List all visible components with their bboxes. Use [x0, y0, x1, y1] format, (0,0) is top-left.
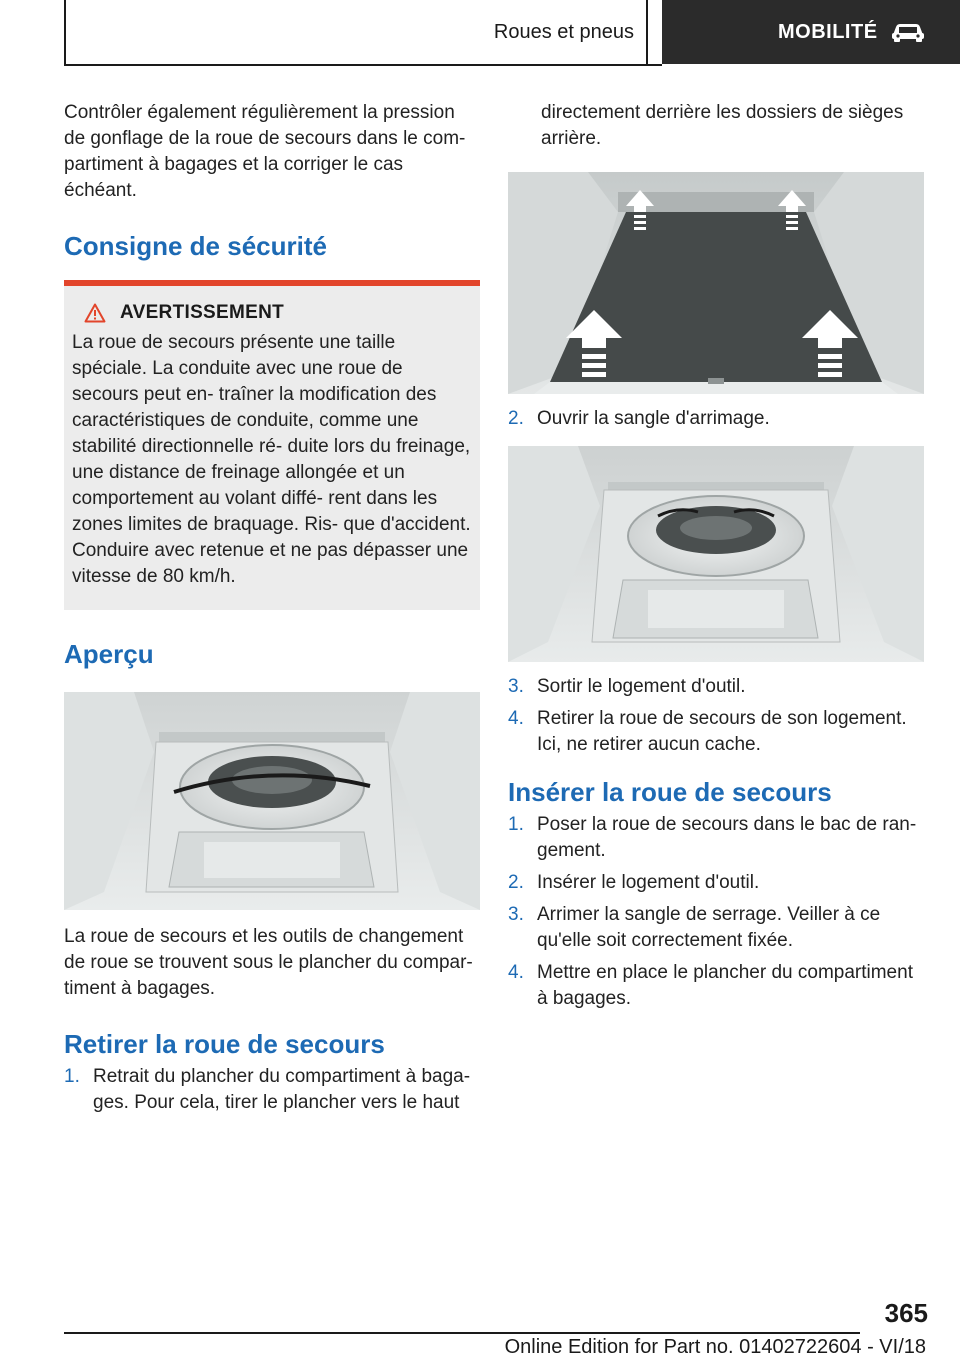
overview-paragraph: La roue de secours et les outils de changement de roue se trouvent sous le plancher du compar‐ timent à bagages.: [64, 926, 473, 999]
warning-text: La roue de secours présente une taille spéciale. La conduite avec une roue de secours peut en‐ traîner la modification des caractéristiques de conduite, comme une stabilité directionnelle ré‐ duite lors du freinage, une distance de freinage allongée et un comportement au volant diffé‐ rent dans les zones limites de braquage. Ris‐ que d'accident. Conduire avec retenue et ne pas dépasser une vitesse de 80 km/h.: [72, 332, 471, 587]
list-item: [508, 706, 924, 758]
step-text: Poser la roue de secours dans le bac de ran‐ gement.: [537, 814, 917, 861]
list-item: [508, 674, 924, 700]
footer-edition: Online Edition for Part no. 01402722604 - VI/18: [504, 1336, 926, 1358]
warning-box: [64, 280, 480, 610]
step-text: Sortir le logement d'outil.: [537, 676, 746, 697]
overview-heading: Aperçu: [64, 639, 154, 669]
step-number: 1.: [508, 814, 524, 835]
trunk-spare-wheel-illustration: [64, 692, 480, 910]
page-number: 365: [884, 1298, 928, 1328]
left-column: [64, 100, 480, 1122]
footer-rule: [64, 1332, 860, 1334]
step-number: 3.: [508, 676, 524, 697]
step-number: 4.: [508, 962, 524, 983]
safety-heading: Consigne de sécurité: [64, 231, 327, 261]
intro-paragraph: Contrôler également régulièrement la pression de gonflage de la roue de secours dans le com‐ partiment à bagages et la corriger le cas échéant.: [64, 102, 466, 201]
header-rule-divider: [646, 0, 648, 66]
header-rule-bottom: [64, 64, 662, 66]
step-text: Retrait du plancher du compartiment à baga‐ ges. Pour cela, tirer le plancher vers le haut: [93, 1066, 471, 1113]
list-item: [508, 902, 924, 954]
step-number: 4.: [508, 708, 524, 729]
warning-title-row: [84, 302, 472, 324]
trunk-strap-open-illustration: [508, 446, 924, 662]
car-icon: [890, 21, 926, 43]
remove-steps-list-3: [508, 674, 924, 758]
trunk-floor-arrows-illustration: [508, 172, 924, 394]
step-number: 2.: [508, 872, 524, 893]
header-chapter-tab: [662, 0, 960, 64]
step-number: 3.: [508, 904, 524, 925]
remove-steps-list-2: [508, 406, 924, 432]
warning-triangle-icon: [84, 303, 106, 323]
remove-steps-list-start: [64, 1064, 480, 1116]
header-chapter-label: MOBILITÉ: [778, 20, 878, 43]
step-number: 2.: [508, 408, 524, 429]
step-number: 1.: [64, 1066, 80, 1087]
step-text: Mettre en place le plancher du compartiment à bagages.: [537, 962, 913, 1009]
list-item: [508, 870, 924, 896]
header-section-title: Roues et pneus: [493, 20, 634, 43]
step-text: Retirer la roue de secours de son logement. Ici, ne retirer aucun cache.: [537, 708, 907, 755]
step-text: Ouvrir la sangle d'arrimage.: [537, 408, 770, 429]
right-column: [508, 100, 924, 1018]
list-item: [508, 812, 924, 864]
remove-heading: Retirer la roue de secours: [64, 1029, 385, 1059]
step-continuation: directement derrière les dossiers de sièges arrière.: [541, 102, 904, 149]
list-item: [508, 406, 924, 432]
warning-title: AVERTISSEMENT: [120, 302, 285, 323]
step-text: Insérer le logement d'outil.: [537, 872, 760, 893]
insert-steps-list: [508, 812, 924, 1012]
list-item: [508, 960, 924, 1012]
list-item: [64, 1064, 480, 1116]
step-text: Arrimer la sangle de serrage. Veiller à ce qu'elle soit correctement fixée.: [537, 904, 881, 951]
insert-heading: Insérer la roue de secours: [508, 777, 832, 807]
